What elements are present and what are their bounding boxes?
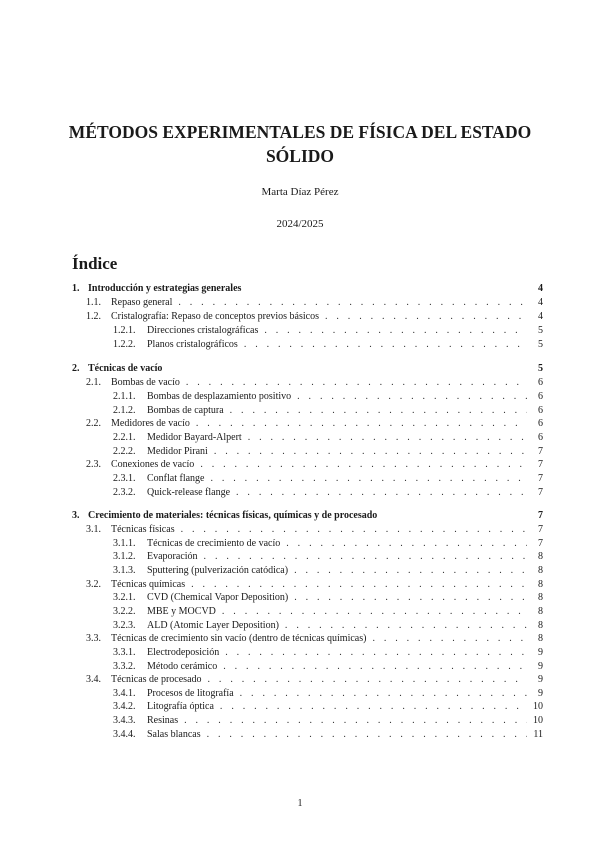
toc-entry-title: Técnicas físicas [111, 524, 175, 535]
toc-entry-number: 2.3.2. [113, 487, 136, 498]
toc-entry-page: 6 [538, 405, 543, 416]
toc-entry-page: 7 [538, 446, 543, 457]
toc-subsubsection[interactable] [72, 487, 543, 500]
toc-entry-number: 3.4.1. [113, 688, 136, 699]
toc-entry-page: 7 [538, 538, 543, 549]
toc-entry-title: Medidores de vacío [111, 418, 190, 429]
toc-entry-number: 3.2.1. [113, 592, 136, 603]
toc-entry-number: 1.2.2. [113, 339, 136, 350]
toc-entry-number: 2.3. [86, 459, 101, 470]
toc-entry-page: 7 [538, 473, 543, 484]
toc-leader-dots [285, 620, 527, 631]
toc-entry-title: Técnicas de crecimiento sin vacío (dentro de técnicas químicas) [111, 633, 367, 644]
toc-leader-dots [225, 647, 527, 658]
toc-entry-number: 2.1.2. [113, 405, 136, 416]
toc-entry-title: Cristalografía: Repaso de conceptos previos básicos [111, 311, 319, 322]
toc-subsubsection[interactable] [72, 446, 543, 459]
toc-subsubsection[interactable] [72, 538, 543, 551]
toc-leader-dots [223, 661, 527, 672]
toc-entry-page: 9 [538, 661, 543, 672]
toc-leader-dots [208, 674, 527, 685]
toc-entry-title: Técnicas de procesado [111, 674, 202, 685]
toc-entry-page: 6 [538, 432, 543, 443]
toc-entry-number: 3.1. [86, 524, 101, 535]
toc-subsubsection[interactable] [72, 688, 543, 701]
toc-section[interactable] [72, 283, 543, 296]
toc-entry-title: Método cerámico [147, 661, 218, 672]
toc-entry-title: Resinas [147, 715, 179, 726]
toc-entry-title: Conflat flange [147, 473, 205, 484]
toc-entry-title: Salas blancas [147, 729, 201, 740]
toc-entry-number: 3.3. [86, 633, 101, 644]
toc-entry-title: Repaso general [111, 297, 173, 308]
toc-entry-number: 1.2. [86, 311, 101, 322]
toc-entry-number: 3.1.2. [113, 551, 136, 562]
toc-entry-number: 2.1. [86, 377, 101, 388]
toc-entry-page: 8 [538, 633, 543, 644]
toc-entry-number: 1.2.1. [113, 325, 136, 336]
toc-leader-dots [200, 459, 527, 470]
toc-entry-number: 3.4. [86, 674, 101, 685]
toc-entry-page: 8 [538, 565, 543, 576]
toc-subsubsection[interactable] [72, 620, 543, 633]
toc-entry-page: 4 [538, 297, 543, 308]
toc-entry-page: 8 [538, 620, 543, 631]
toc-entry-title: Introducción y estrategias generales [88, 283, 242, 294]
toc-subsubsection[interactable] [72, 661, 543, 674]
toc-entry-title: Evaporación [147, 551, 198, 562]
toc-leader-dots [240, 688, 527, 699]
toc-heading: Índice [72, 254, 118, 273]
toc-entry-page: 7 [538, 487, 543, 498]
toc-entry-page: 6 [538, 418, 543, 429]
toc-subsection[interactable] [72, 674, 543, 687]
toc-subsection[interactable] [72, 459, 543, 472]
toc-entry-page: 8 [538, 579, 543, 590]
toc-leader-dots [222, 606, 527, 617]
toc-subsubsection[interactable] [72, 565, 543, 578]
toc-entry-number: 3.3.2. [113, 661, 136, 672]
toc-entry-title: Conexiones de vacío [111, 459, 195, 470]
toc-entry-page: 9 [538, 674, 543, 685]
toc-leader-dots [191, 579, 527, 590]
toc-leader-dots [196, 418, 527, 429]
toc-subsubsection[interactable] [72, 325, 543, 338]
toc-leader-dots [210, 473, 527, 484]
toc-entry-number: 3.2.3. [113, 620, 136, 631]
toc-entry-title: Técnicas de vacío [88, 363, 163, 374]
toc-entry-number: 3.1.3. [113, 565, 136, 576]
toc-subsection[interactable] [72, 524, 543, 537]
toc-entry-page: 5 [538, 339, 543, 350]
toc-entry-title: Técnicas químicas [111, 579, 186, 590]
document-title: MÉTODOS EXPERIMENTALES DE FÍSICA DEL ESTADO SÓLIDO [68, 122, 532, 166]
toc-leader-dots [207, 729, 527, 740]
toc-entry-title: Bombas de vacío [111, 377, 180, 388]
toc-subsubsection[interactable] [72, 391, 543, 404]
toc-entry-number: 3. [72, 510, 80, 521]
toc-entry-number: 1.1. [86, 297, 101, 308]
toc-subsubsection[interactable] [72, 473, 543, 486]
toc-entry-number: 3.3.1. [113, 647, 136, 658]
toc-entry-number: 3.4.4. [113, 729, 136, 740]
toc-subsection[interactable] [72, 297, 543, 310]
toc-subsubsection[interactable] [72, 701, 543, 714]
toc-entry-title: MBE y MOCVD [147, 606, 216, 617]
toc-entry-title: Electrodeposición [147, 647, 220, 658]
toc-entry-number: 2.2.1. [113, 432, 136, 443]
toc-subsubsection[interactable] [72, 729, 543, 742]
toc-entry-page: 9 [538, 688, 543, 699]
toc-leader-dots [214, 446, 527, 457]
toc-leader-dots [230, 405, 527, 416]
toc-section[interactable] [72, 510, 543, 523]
toc-subsection[interactable] [72, 311, 543, 324]
toc-entry-page: 6 [538, 377, 543, 388]
toc-leader-dots [184, 715, 527, 726]
document-date: 2024/2025 [276, 218, 324, 230]
toc-entry-page: 8 [538, 592, 543, 603]
toc-leader-dots [178, 297, 527, 308]
toc-subsection[interactable] [72, 579, 543, 592]
toc-entry-page: 7 [538, 459, 543, 470]
toc-subsubsection[interactable] [72, 592, 543, 605]
toc-entry-title: Bombas de captura [147, 405, 224, 416]
toc-subsubsection[interactable] [72, 432, 543, 445]
toc-entry-number: 1. [72, 283, 80, 294]
toc-entry-title: Planos cristalográficos [147, 339, 238, 350]
toc-entry-page: 7 [538, 510, 543, 521]
toc-entry-title: Técnicas de crecimiento de vacío [147, 538, 281, 549]
toc-subsubsection[interactable] [72, 405, 543, 418]
toc-entry-title: Medidor Pirani [147, 446, 208, 457]
toc-entry-title: Procesos de litografía [147, 688, 234, 699]
toc-section[interactable] [72, 363, 543, 376]
toc-leader-dots [286, 538, 527, 549]
toc-entry-page: 9 [538, 647, 543, 658]
toc-entry-page: 4 [538, 311, 543, 322]
toc-entry-number: 2.2. [86, 418, 101, 429]
toc-entry-page: 8 [538, 551, 543, 562]
toc-leader-dots [294, 592, 527, 603]
toc-leader-dots [294, 565, 527, 576]
toc-entry-page: 5 [538, 363, 543, 374]
toc-entry-title: Quick-release flange [147, 487, 231, 498]
toc-entry-title: Direcciones cristalográficas [147, 325, 259, 336]
toc-entry-title: Crecimiento de materiales: técnicas físicas, químicas y de procesado [88, 510, 378, 521]
toc-leader-dots [297, 391, 527, 402]
toc-entry-title: Medidor Bayard-Alpert [147, 432, 242, 443]
toc-leader-dots [372, 633, 527, 644]
toc-leader-dots [186, 377, 527, 388]
toc-entry-number: 2.1.1. [113, 391, 136, 402]
toc-entry-page: 11 [533, 729, 543, 740]
toc-subsubsection[interactable] [72, 606, 543, 619]
toc-subsubsection[interactable] [72, 551, 543, 564]
toc-leader-dots [248, 432, 527, 443]
toc-entry-number: 3.4.2. [113, 701, 136, 712]
toc-entry-title: CVD (Chemical Vapor Deposition) [147, 592, 289, 603]
toc-entry-page: 10 [533, 701, 543, 712]
toc-entry-number: 3.2.2. [113, 606, 136, 617]
toc-subsubsection[interactable] [72, 339, 543, 352]
toc-entry-page: 5 [538, 325, 543, 336]
toc-entry-number: 2.3.1. [113, 473, 136, 484]
toc-leader-dots [204, 551, 527, 562]
toc-entry-number: 3.4.3. [113, 715, 136, 726]
toc-subsubsection[interactable] [72, 715, 543, 728]
toc-entry-number: 2. [72, 363, 80, 374]
toc-entry-title: ALD (Atomic Layer Deposition) [147, 620, 279, 631]
toc-entry-number: 3.1.1. [113, 538, 136, 549]
toc-entry-title: Sputtering (pulverización catódica) [147, 565, 289, 576]
toc-leader-dots [244, 339, 527, 350]
toc-leader-dots [264, 325, 527, 336]
toc-entry-number: 3.2. [86, 579, 101, 590]
toc-entry-title: Litografía óptica [147, 701, 214, 712]
toc-entry-number: 2.2.2. [113, 446, 136, 457]
toc-entry-title: Bombas de desplazamiento positivo [147, 391, 292, 402]
toc-leader-dots [181, 524, 527, 535]
toc-subsection[interactable] [72, 418, 543, 431]
toc-entry-page: 8 [538, 606, 543, 617]
page-number: 1 [297, 798, 303, 809]
toc-entry-page: 10 [533, 715, 543, 726]
toc-leader-dots [236, 487, 527, 498]
toc-entry-page: 6 [538, 391, 543, 402]
table-of-contents [72, 0, 543, 848]
toc-subsection[interactable] [72, 633, 543, 646]
toc-entry-page: 4 [538, 283, 543, 294]
toc-subsection[interactable] [72, 377, 543, 390]
document-author: Marta Díaz Pérez [261, 186, 339, 198]
toc-entry-page: 7 [538, 524, 543, 535]
toc-leader-dots [220, 701, 527, 712]
toc-leader-dots [325, 311, 527, 322]
toc-subsubsection[interactable] [72, 647, 543, 660]
